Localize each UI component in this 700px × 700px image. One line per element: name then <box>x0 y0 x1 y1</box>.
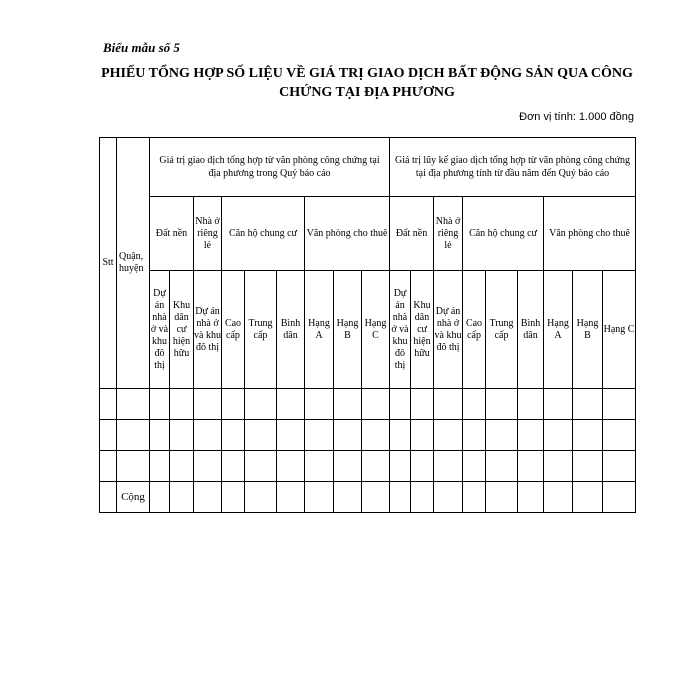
table-cell <box>390 389 411 420</box>
table-cell <box>573 482 603 513</box>
col-apt-mid: Trung cấp <box>486 271 518 389</box>
table-cell <box>334 451 362 482</box>
table-cell <box>411 420 434 451</box>
table-cell <box>362 451 390 482</box>
header-land: Đất nền <box>390 197 434 271</box>
table-cell <box>277 482 305 513</box>
header-cumulative-group: Giá trị lũy kế giao dịch tổng hợp từ văn phòng công chứng tại địa phương tính từ đầu năm đến Quý báo cáo <box>390 138 636 197</box>
table-cell <box>486 451 518 482</box>
header-house: Nhà ở riêng lẻ <box>194 197 222 271</box>
col-office-a: Hạng A <box>544 271 573 389</box>
table-cell <box>245 420 277 451</box>
col-apt-low: Bình dân <box>277 271 305 389</box>
unit-label: Đơn vị tính: 1.000 đồng <box>519 111 634 123</box>
table-cell <box>463 389 486 420</box>
header-land: Đất nền <box>150 197 194 271</box>
table-cell <box>362 482 390 513</box>
header-office: Văn phòng cho thuê <box>544 197 636 271</box>
header-house: Nhà ở riêng lẻ <box>434 197 463 271</box>
table-cell <box>277 420 305 451</box>
table-cell <box>117 389 150 420</box>
table-cell <box>150 389 170 420</box>
col-office-a: Hạng A <box>305 271 334 389</box>
table-cell <box>334 420 362 451</box>
table-cell <box>463 420 486 451</box>
col-land-project: Dự án nhà ở và khu đô thị <box>150 271 170 389</box>
page-title: PHIẾU TỔNG HỢP SỐ LIỆU VỀ GIÁ TRỊ GIAO DỊCH BẤT ĐỘNG SẢN QUA CÔNG CHỨNG TẠI ĐỊA PHƯƠNG <box>101 66 633 100</box>
table-cell <box>222 451 245 482</box>
table-cell <box>544 451 573 482</box>
table-cell <box>222 482 245 513</box>
table-cell <box>518 451 544 482</box>
table-cell <box>573 451 603 482</box>
header-office: Văn phòng cho thuê <box>305 197 390 271</box>
col-office-c: Hạng C <box>362 271 390 389</box>
col-land-residential: Khu dân cư hiện hữu <box>170 271 194 389</box>
table-cell <box>411 389 434 420</box>
table-cell <box>150 482 170 513</box>
table-cell <box>518 482 544 513</box>
table-cell <box>573 420 603 451</box>
table-cell <box>573 389 603 420</box>
header-district: Quận, huyện <box>117 138 150 389</box>
table-cell <box>486 482 518 513</box>
table-cell <box>170 482 194 513</box>
table-cell <box>603 451 636 482</box>
col-apt-low: Bình dân <box>518 271 544 389</box>
table-cell <box>194 482 222 513</box>
header-stt: Stt <box>100 138 117 389</box>
table-cell <box>100 389 117 420</box>
table-cell <box>100 482 117 513</box>
table-row <box>100 420 636 451</box>
table-cell <box>434 389 463 420</box>
table-cell <box>245 451 277 482</box>
table-cell <box>334 389 362 420</box>
col-land-residential: Khu dân cư hiện hữu <box>411 271 434 389</box>
table-row <box>100 389 636 420</box>
table-cell <box>305 451 334 482</box>
table-cell <box>518 420 544 451</box>
col-house-project: Dự án nhà ở và khu đô thị <box>434 271 463 389</box>
table-cell <box>100 451 117 482</box>
col-office-b: Hạng B <box>334 271 362 389</box>
table-cell <box>463 451 486 482</box>
table-cell <box>463 482 486 513</box>
table-cell <box>194 389 222 420</box>
header-apartment: Căn hộ chung cư <box>463 197 544 271</box>
table-cell <box>305 482 334 513</box>
total-row <box>100 482 636 513</box>
col-apt-high: Cao cấp <box>463 271 486 389</box>
col-apt-high: Cao cấp <box>222 271 245 389</box>
table-cell <box>603 482 636 513</box>
table-cell <box>150 420 170 451</box>
table-cell <box>277 389 305 420</box>
table-cell <box>544 420 573 451</box>
table-cell <box>222 420 245 451</box>
table-cell <box>390 482 411 513</box>
table-cell <box>362 389 390 420</box>
table-cell <box>117 420 150 451</box>
table-cell <box>170 451 194 482</box>
table-cell <box>486 389 518 420</box>
table-cell <box>100 420 117 451</box>
table-cell <box>170 420 194 451</box>
table-cell <box>245 482 277 513</box>
table-cell <box>277 451 305 482</box>
report-table <box>99 137 636 513</box>
table-cell <box>390 420 411 451</box>
table-row <box>100 451 636 482</box>
table-cell <box>334 482 362 513</box>
table-cell <box>518 389 544 420</box>
table-cell <box>245 389 277 420</box>
col-apt-mid: Trung cấp <box>245 271 277 389</box>
table-cell <box>434 420 463 451</box>
col-office-b: Hạng B <box>573 271 603 389</box>
table-cell <box>305 389 334 420</box>
table-cell <box>170 389 194 420</box>
table-cell <box>150 451 170 482</box>
col-land-project: Dự án nhà ở và khu đô thị <box>390 271 411 389</box>
col-house-project: Dự án nhà ở và khu đô thị <box>194 271 222 389</box>
table-cell <box>194 451 222 482</box>
table-cell <box>411 482 434 513</box>
table-cell <box>603 389 636 420</box>
table-cell <box>434 451 463 482</box>
col-office-c: Hạng C <box>603 271 636 389</box>
header-apartment: Căn hộ chung cư <box>222 197 305 271</box>
table-cell <box>194 420 222 451</box>
table-cell <box>390 451 411 482</box>
table-cell <box>362 420 390 451</box>
table-cell <box>117 451 150 482</box>
table-cell <box>544 482 573 513</box>
table-cell <box>486 420 518 451</box>
table-cell <box>603 420 636 451</box>
total-label: Cộng <box>117 482 150 513</box>
table-cell <box>305 420 334 451</box>
header-quarter-group: Giá trị giao dịch tổng hợp từ văn phòng công chứng tại địa phương trong Quý báo cáo <box>150 138 390 197</box>
table-cell <box>544 389 573 420</box>
form-number: Biểu mẫu số 5 <box>103 40 180 55</box>
table-cell <box>222 389 245 420</box>
table-cell <box>434 482 463 513</box>
table-cell <box>411 451 434 482</box>
